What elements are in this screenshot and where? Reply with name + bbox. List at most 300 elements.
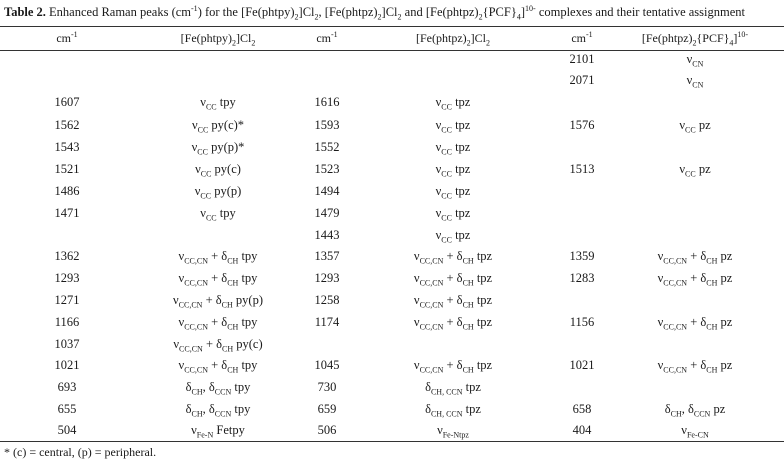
assignment-symbol: ν <box>413 249 420 263</box>
assignment-cell <box>373 183 533 199</box>
assignment-symbol: ν <box>679 118 686 132</box>
assignment-symbol: ν <box>200 206 206 220</box>
wavenumber-cell: 1166 <box>54 315 80 329</box>
wavenumber-cell: 1037 <box>54 337 80 351</box>
assignment-sub: CN <box>692 80 704 90</box>
assignment-sub: CC,CN <box>419 322 444 332</box>
assignment-sub: CH <box>706 256 718 266</box>
assignment-sub: CH, CCN <box>430 387 463 397</box>
header-phtpz-pcf <box>615 31 775 46</box>
assignment-sub: CC <box>200 191 212 201</box>
assignment-cell <box>615 422 775 438</box>
wavenumber-cell: 1523 <box>314 162 340 176</box>
assignment-mid: , δ <box>202 380 215 394</box>
wavenumber-cell <box>296 51 358 67</box>
assignment-sub: CH <box>462 365 474 375</box>
assignment-cell <box>138 205 298 221</box>
assignment-cell <box>138 161 298 177</box>
assignment-sub: CH, CCN <box>430 409 463 419</box>
assignment-symbol: ν <box>686 52 693 66</box>
assignment-symbol: ν <box>195 162 201 176</box>
assignment-cell <box>615 117 775 133</box>
assignment-sub: CC,CN <box>184 256 208 266</box>
assignment-group: py(p) <box>211 184 242 198</box>
assignment-cell <box>615 248 775 264</box>
assignment-cell <box>138 357 298 373</box>
assignment-group: tpz <box>473 271 493 285</box>
assignment-group: py(c) <box>211 162 241 176</box>
assignment-cell <box>138 72 298 88</box>
assignment-group: tpy <box>238 271 258 285</box>
caption-text: ]Cl <box>298 5 315 19</box>
header-text: {PCF} <box>696 31 730 45</box>
assignment-sub: CH <box>462 322 474 332</box>
wavenumber-cell: 1021 <box>54 358 80 372</box>
header-text: ] <box>733 31 738 45</box>
table-footnote: * (c) = central, (p) = peripheral. <box>4 445 157 459</box>
table-caption <box>4 5 745 20</box>
caption-sub: 2 <box>397 12 402 22</box>
caption-text: ]Cl <box>381 5 398 19</box>
assignment-sub: CC,CN <box>663 256 688 266</box>
assignment-cell <box>615 183 775 199</box>
assignment-symbol: ν <box>686 73 693 87</box>
assignment-sub: CC,CN <box>419 256 444 266</box>
assignment-symbol: δ <box>185 402 192 416</box>
assignment-sub: CC <box>441 213 452 223</box>
assignment-sub: CCN <box>214 409 232 419</box>
header-sup: -1 <box>586 30 593 39</box>
wavenumber-cell: 1258 <box>314 293 340 307</box>
assignment-sub: CN <box>692 59 704 69</box>
assignment-sub: CC,CN <box>663 365 688 375</box>
assignment-mid: + δ <box>202 337 223 351</box>
wavenumber-cell <box>551 292 613 308</box>
assignment-cell <box>373 357 533 373</box>
header-sub: 2 <box>231 38 236 48</box>
assignment-sub: CC <box>441 235 452 245</box>
assignment-cell <box>138 379 298 395</box>
caption-sub: 2 <box>377 12 382 22</box>
assignment-symbol: ν <box>435 140 442 154</box>
assignment-sub: CC <box>441 169 452 179</box>
header-cm-2 <box>296 31 358 46</box>
assignment-symbol: ν <box>191 118 198 132</box>
assignment-cell <box>615 227 775 243</box>
wavenumber-cell: 1362 <box>54 249 80 263</box>
wavenumber-cell: 1471 <box>54 206 80 220</box>
assignment-symbol: δ <box>185 380 192 394</box>
assignment-cell <box>138 270 298 286</box>
assignment-mid: + δ <box>687 358 707 372</box>
header-text: [Fe(phtpz) <box>641 31 693 45</box>
header-text: cm <box>56 31 71 45</box>
assignment-sub: CC,CN <box>419 300 444 310</box>
assignment-cell <box>373 379 533 395</box>
assignment-cell <box>138 336 298 352</box>
wavenumber-cell: 1443 <box>314 228 340 242</box>
assignment-sub: CC,CN <box>419 365 444 375</box>
wavenumber-cell <box>551 139 613 155</box>
assignment-symbol: ν <box>681 423 687 437</box>
assignment-sub: CCN <box>214 387 232 397</box>
wavenumber-cell: 1552 <box>314 140 340 154</box>
assignment-symbol: ν <box>657 315 664 329</box>
assignment-group: tpy <box>238 249 258 263</box>
assignment-group: tpz <box>451 206 471 220</box>
assignment-group: tpz <box>451 184 471 198</box>
assignment-sub: CH <box>462 300 474 310</box>
assignment-symbol: ν <box>191 140 198 154</box>
assignment-symbol: ν <box>178 271 185 285</box>
assignment-cell <box>373 401 533 417</box>
assignment-group: tpz <box>451 140 471 154</box>
assignment-cell <box>615 379 775 395</box>
assignment-group: tpy <box>216 95 236 109</box>
assignment-sub: CC <box>441 191 452 201</box>
assignment-cell <box>615 139 775 155</box>
assignment-cell <box>138 227 298 243</box>
assignment-group: pz <box>717 315 733 329</box>
assignment-cell <box>373 161 533 177</box>
assignment-mid: + δ <box>443 358 463 372</box>
wavenumber-cell: 1521 <box>54 162 80 176</box>
header-sup: -1 <box>71 30 78 39</box>
assignment-symbol: ν <box>194 184 201 198</box>
assignment-symbol: ν <box>437 423 443 437</box>
caption-sub: 2 <box>478 12 483 22</box>
assignment-sub: CH <box>706 322 718 332</box>
wavenumber-cell: 1359 <box>569 249 595 263</box>
assignment-group: tpz <box>473 315 493 329</box>
wavenumber-cell <box>36 72 98 88</box>
assignment-symbol: ν <box>679 162 686 176</box>
bottom-rule <box>0 441 784 442</box>
assignment-mid: + δ <box>443 249 463 263</box>
header-phtpy <box>138 31 298 46</box>
assignment-group: tpy <box>238 315 258 329</box>
assignment-sub: CC,CN <box>184 322 208 332</box>
assignment-group: pz <box>695 118 711 132</box>
assignment-mid: + δ <box>208 249 228 263</box>
caption-sup: 10- <box>525 3 536 13</box>
assignment-group: py(p)* <box>207 140 245 154</box>
assignment-cell <box>373 270 533 286</box>
wavenumber-cell: 1293 <box>314 271 340 285</box>
assignment-sub: CH <box>706 278 718 288</box>
assignment-sub: CC,CN <box>184 278 208 288</box>
assignment-group: pz <box>710 402 726 416</box>
assignment-group: py(c)* <box>208 118 245 132</box>
assignment-mid: + δ <box>443 293 463 307</box>
assignment-sub: CC <box>441 125 452 135</box>
header-sub: 2 <box>692 38 697 48</box>
assignment-symbol: ν <box>435 95 442 109</box>
wavenumber-cell <box>36 51 98 67</box>
assignment-cell <box>373 292 533 308</box>
assignment-symbol: δ <box>664 402 671 416</box>
assignment-mid: + δ <box>687 315 707 329</box>
header-phtpz <box>373 31 533 46</box>
assignment-cell <box>615 72 775 88</box>
assignment-group: Fetpy <box>213 423 245 437</box>
assignment-sub: Fe-N <box>196 430 214 440</box>
assignment-cell <box>373 51 533 67</box>
assignment-cell <box>138 183 298 199</box>
assignment-symbol: ν <box>413 315 420 329</box>
caption-label: Table 2. <box>4 5 46 19</box>
assignment-cell <box>373 117 533 133</box>
assignment-sub: CC <box>200 169 212 179</box>
wavenumber-cell: 1593 <box>314 118 340 132</box>
assignment-symbol: δ <box>425 380 431 394</box>
wavenumber-cell: 1562 <box>54 118 80 132</box>
assignment-group: tpz <box>462 402 481 416</box>
wavenumber-cell: 1494 <box>314 184 340 198</box>
caption-text: Enhanced Raman peaks (cm <box>49 5 192 19</box>
wavenumber-cell: 1021 <box>569 358 595 372</box>
assignment-group: tpz <box>473 293 493 307</box>
assignment-mid: + δ <box>443 315 463 329</box>
assignment-mid: + δ <box>208 271 228 285</box>
assignment-group: tpy <box>216 206 236 220</box>
assignment-sub: CC <box>685 125 696 135</box>
header-sub: 2 <box>486 38 490 48</box>
wavenumber-cell: 1607 <box>54 95 80 109</box>
assignment-cell <box>138 117 298 133</box>
header-text: ]Cl <box>235 31 252 45</box>
assignment-symbol: ν <box>178 249 185 263</box>
assignment-cell <box>138 314 298 330</box>
wavenumber-cell: 1543 <box>54 140 80 154</box>
assignment-cell <box>373 314 533 330</box>
caption-sub: 2 <box>314 12 319 22</box>
wavenumber-cell: 2071 <box>569 73 595 87</box>
assignment-symbol: ν <box>178 358 185 372</box>
assignment-sub: CH <box>227 365 239 375</box>
assignment-cell <box>373 227 533 243</box>
header-text: ]Cl <box>470 31 486 45</box>
assignment-cell <box>615 314 775 330</box>
assignment-sub: CC <box>441 147 452 157</box>
wavenumber-cell <box>551 227 613 243</box>
wavenumber-cell: 1174 <box>314 315 340 329</box>
caption-text: and [Fe(phtpz) <box>401 5 479 19</box>
header-sub: 2 <box>251 38 256 48</box>
wavenumber-cell <box>551 379 613 395</box>
assignment-mid: + δ <box>202 293 222 307</box>
wavenumber-cell <box>551 183 613 199</box>
header-text: cm <box>571 31 586 45</box>
assignment-cell <box>615 336 775 352</box>
assignment-mid: + δ <box>687 249 707 263</box>
assignment-cell <box>138 292 298 308</box>
wavenumber-cell: 659 <box>317 402 337 416</box>
assignment-sub: CC <box>685 169 696 179</box>
assignment-symbol: ν <box>435 206 442 220</box>
caption-sub: 4 <box>516 12 521 22</box>
assignment-symbol: ν <box>173 337 180 351</box>
assignment-symbol: ν <box>413 293 420 307</box>
wavenumber-cell: 1479 <box>314 206 340 220</box>
assignment-sub: CC <box>197 125 209 135</box>
assignment-group: py(c) <box>233 337 263 351</box>
assignment-group: pz <box>717 271 733 285</box>
assignment-cell <box>138 248 298 264</box>
assignment-mid: + δ <box>443 271 463 285</box>
wavenumber-cell <box>551 94 613 110</box>
assignment-cell <box>138 51 298 67</box>
assignment-sub: Fe-CN <box>686 430 709 440</box>
assignment-cell <box>615 292 775 308</box>
assignment-sub: CH <box>222 344 234 354</box>
wavenumber-cell: 1486 <box>54 184 80 198</box>
assignment-sub: CC,CN <box>663 322 688 332</box>
assignment-symbol: ν <box>435 228 442 242</box>
assignment-mid: , δ <box>681 402 694 416</box>
caption-text: , [Fe(phtpz) <box>318 5 378 19</box>
wavenumber-cell: 1283 <box>569 271 595 285</box>
assignment-group: tpz <box>462 380 481 394</box>
wavenumber-cell: 2101 <box>569 52 595 66</box>
assignment-cell <box>615 357 775 373</box>
assignment-sub: CC <box>205 213 217 223</box>
assignment-group: tpy <box>231 380 251 394</box>
caption-text: {PCF} <box>482 5 517 19</box>
wavenumber-cell <box>36 227 98 243</box>
assignment-cell <box>615 205 775 221</box>
top-rule <box>0 26 784 27</box>
assignment-group: tpz <box>473 358 493 372</box>
assignment-sub: CH <box>191 409 203 419</box>
assignment-cell <box>615 94 775 110</box>
assignment-cell <box>138 401 298 417</box>
assignment-sub: CC,CN <box>663 278 688 288</box>
assignment-cell <box>373 205 533 221</box>
assignment-symbol: ν <box>435 162 442 176</box>
header-sub: 4 <box>729 38 734 48</box>
assignment-symbol: ν <box>178 315 185 329</box>
assignment-cell <box>615 161 775 177</box>
header-cm-1 <box>36 31 98 46</box>
assignment-sub: CH <box>227 256 239 266</box>
header-sup: -1 <box>331 30 338 39</box>
assignment-symbol: ν <box>435 118 442 132</box>
assignment-sub: CC <box>441 102 452 112</box>
assignment-symbol: ν <box>657 358 664 372</box>
assignment-group: tpz <box>451 228 471 242</box>
header-sub: 2 <box>466 38 471 48</box>
assignment-sub: CH <box>670 409 682 419</box>
assignment-mid: + δ <box>687 271 707 285</box>
assignment-symbol: δ <box>425 402 431 416</box>
assignment-cell <box>615 270 775 286</box>
wavenumber-cell: 504 <box>57 423 77 437</box>
assignment-cell <box>373 336 533 352</box>
assignment-mid: , δ <box>202 402 215 416</box>
wavenumber-cell: 1513 <box>569 162 595 176</box>
header-text: cm <box>316 31 331 45</box>
wavenumber-cell: 1576 <box>569 118 595 132</box>
assignment-cell <box>373 248 533 264</box>
caption-sub: 2 <box>294 12 299 22</box>
caption-text: ) for the [Fe(phtpy) <box>197 5 295 19</box>
assignment-mid: + δ <box>208 315 228 329</box>
header-text: [Fe(phtpy) <box>180 31 232 45</box>
assignment-mid: + δ <box>208 358 228 372</box>
assignment-sub: CC,CN <box>178 300 203 310</box>
assignment-symbol: ν <box>200 95 206 109</box>
assignment-group: pz <box>717 358 733 372</box>
assignment-symbol: ν <box>657 271 664 285</box>
caption-text: ] <box>520 5 526 19</box>
assignment-group: tpz <box>473 249 493 263</box>
header-text: [Fe(phtpz) <box>416 31 467 45</box>
assignment-group: tpz <box>451 118 471 132</box>
assignment-sub: CH <box>462 278 474 288</box>
assignment-group: tpy <box>238 358 258 372</box>
header-sup: 10- <box>737 30 749 39</box>
assignment-symbol: ν <box>173 293 179 307</box>
caption-sup: -1 <box>191 3 198 13</box>
assignment-sub: CH <box>221 300 233 310</box>
wavenumber-cell: 658 <box>572 402 592 416</box>
wavenumber-cell: 506 <box>317 423 337 437</box>
assignment-sub: CH <box>706 365 718 375</box>
assignment-cell <box>138 94 298 110</box>
wavenumber-cell: 1271 <box>54 293 80 307</box>
wavenumber-cell: 1357 <box>314 249 340 263</box>
assignment-sub: CCN <box>693 409 711 419</box>
assignment-sub: CH <box>227 322 239 332</box>
assignment-sub: CH <box>462 256 474 266</box>
assignment-cell <box>373 72 533 88</box>
header-cm-3 <box>551 31 613 46</box>
assignment-sub: CC,CN <box>179 344 203 354</box>
assignment-sub: CC,CN <box>419 278 444 288</box>
wavenumber-cell: 1616 <box>314 95 340 109</box>
wavenumber-cell <box>551 205 613 221</box>
assignment-group: tpy <box>231 402 251 416</box>
assignment-symbol: ν <box>657 249 664 263</box>
wavenumber-cell <box>551 336 613 352</box>
wavenumber-cell: 1293 <box>54 271 80 285</box>
assignment-cell <box>138 139 298 155</box>
caption-text: complexes and their tentative assignment <box>535 5 746 19</box>
wavenumber-cell: 693 <box>57 380 77 394</box>
assignment-symbol: ν <box>413 271 420 285</box>
assignment-sub: CH <box>191 387 203 397</box>
assignment-cell <box>615 401 775 417</box>
assignment-sub: Fe-Ntpz <box>442 430 469 440</box>
wavenumber-cell: 655 <box>57 402 77 416</box>
wavenumber-cell: 1045 <box>314 358 340 372</box>
assignment-group: pz <box>695 162 711 176</box>
assignment-sub: CC <box>205 102 217 112</box>
assignment-sub: CH <box>227 278 239 288</box>
wavenumber-cell: 730 <box>317 380 337 394</box>
wavenumber-cell: 1156 <box>569 315 595 329</box>
assignment-cell <box>615 51 775 67</box>
assignment-group: tpz <box>451 95 471 109</box>
wavenumber-cell <box>296 336 358 352</box>
assignment-group: pz <box>717 249 733 263</box>
assignment-sub: CC,CN <box>184 365 208 375</box>
assignment-cell <box>138 422 298 438</box>
assignment-cell <box>373 422 533 438</box>
assignment-symbol: ν <box>191 423 197 437</box>
assignment-symbol: ν <box>413 358 420 372</box>
